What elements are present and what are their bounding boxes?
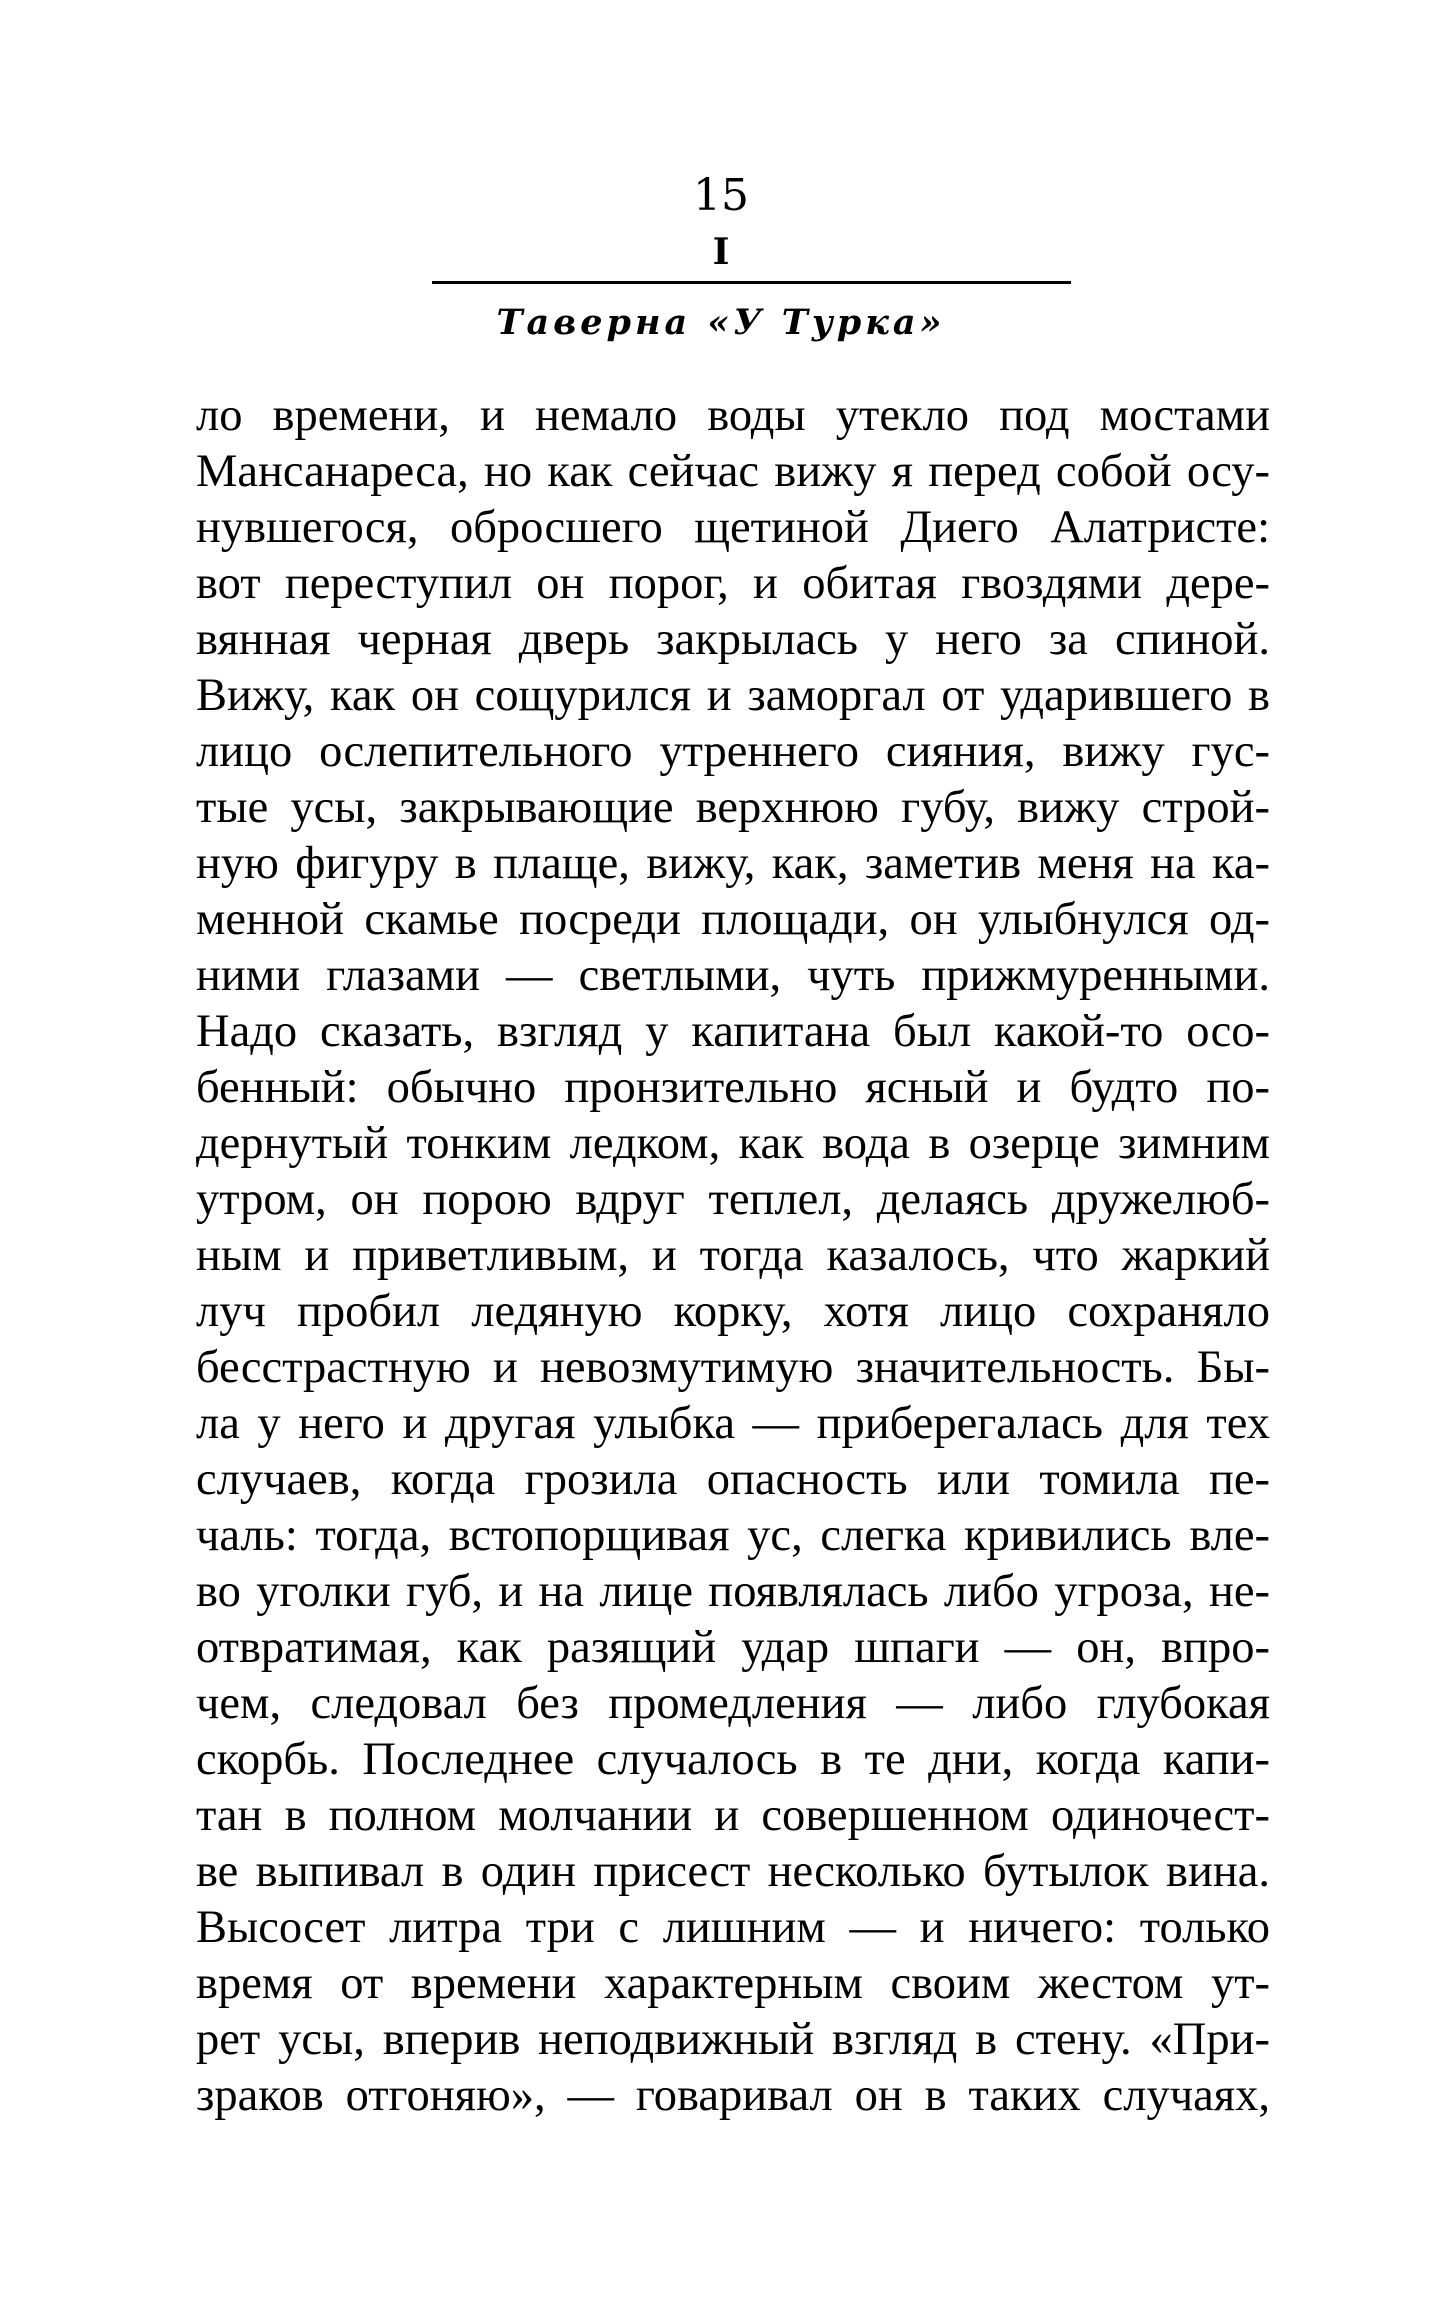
text-line: Вижу, как он сощурился и заморгал от ударившего в — [196, 670, 1270, 721]
text-line: время от времени характерным своим жестом ут- — [196, 1958, 1270, 2009]
text-line: во уголки губ, и на лице появлялась либо угроза, не- — [196, 1566, 1270, 1617]
text-line: луч пробил ледяную корку, хотя лицо сохраняло — [196, 1286, 1270, 1337]
text-line: бесстрастную и невозмутимую значительность. Бы- — [196, 1342, 1270, 1393]
page-number: 15 — [693, 170, 749, 221]
text-line: Мансанареса, но как сейчас вижу я перед собой осу- — [196, 446, 1270, 497]
text-line: ла у него и другая улыбка — приберегалась для тех — [196, 1398, 1270, 1449]
text-line: рет усы, вперив неподвижный взгляд в стену. «При- — [196, 2014, 1270, 2065]
text-line: вот переступил он порог, и обитая гвоздями дере- — [196, 558, 1270, 609]
text-line: бенный: обычно пронзительно ясный и будто по- — [196, 1062, 1270, 1113]
text-line: тые усы, закрывающие верхнюю губу, вижу строй- — [196, 782, 1270, 833]
text-line: лицо ослепительного утреннего сияния, вижу гус- — [196, 726, 1270, 777]
text-line: ними глазами — светлыми, чуть прижмуренными. — [196, 950, 1270, 1001]
text-line: менной скамье посреди площади, он улыбнулся од- — [196, 894, 1270, 945]
text-line: случаев, когда грозила опасность или томила пе- — [196, 1454, 1270, 1505]
chapter-divider — [432, 281, 1071, 284]
text-line: зраков отгоняю», — говаривал он в таких случаях, — [196, 2070, 1270, 2121]
text-line: Надо сказать, взгляд у капитана был какой-то осо- — [196, 1006, 1270, 1057]
text-line: отвратимая, как разящий удар шпаги — он, впро- — [196, 1622, 1270, 1673]
text-line: утром, он порою вдруг теплел, делаясь дружелюб- — [196, 1174, 1270, 1225]
text-line: дернутый тонким ледком, как вода в озерце зимним — [196, 1118, 1270, 1169]
text-line: вянная черная дверь закрылась у него за спиной. — [196, 614, 1270, 665]
chapter-title: Таверна «У Турка» — [496, 302, 946, 343]
chapter-number: I — [712, 231, 730, 273]
text-line: Высосет литра три с лишним — и ничего: только — [196, 1902, 1270, 1953]
text-line: чем, следовал без промедления — либо глубокая — [196, 1678, 1270, 1729]
text-line: ве выпивал в один присест несколько бутылок вина. — [196, 1846, 1270, 1897]
text-line: тан в полном молчании и совершенном одиночест- — [196, 1790, 1270, 1841]
text-line: ло времени, и немало воды утекло под мостами — [196, 390, 1270, 441]
text-line: нувшегося, обросшего щетиной Диего Алатристе: — [196, 502, 1270, 553]
text-line: скорбь. Последнее случалось в те дни, когда капи- — [196, 1734, 1270, 1785]
text-line: ную фигуру в плаще, вижу, как, заметив меня на ка- — [196, 838, 1270, 889]
text-line: ным и приветливым, и тогда казалось, что жаркий — [196, 1230, 1270, 1281]
text-line: чаль: тогда, встопорщивая ус, слегка кривились вле- — [196, 1510, 1270, 1561]
body-text — [196, 388, 1270, 2124]
